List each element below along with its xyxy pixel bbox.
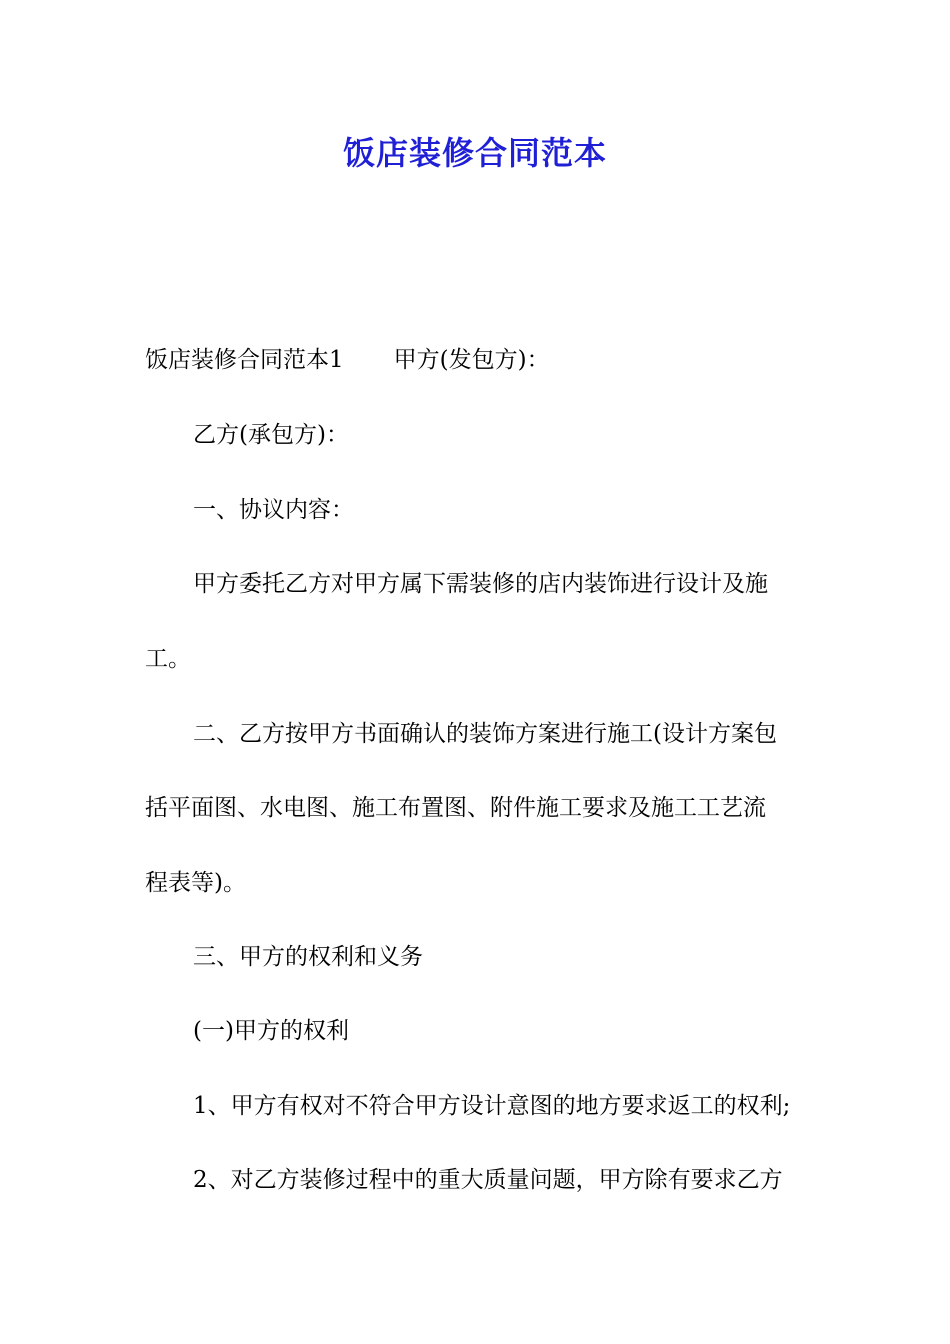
section-heading-1: 一、协议内容： xyxy=(193,497,354,523)
paragraph-line: 甲方委托乙方对甲方属下需装修的店内装饰进行设计及施 xyxy=(193,571,768,597)
paragraph-line: 程表等)。 xyxy=(145,870,246,896)
subsection-heading: (一)甲方的权利 xyxy=(193,1018,349,1044)
section-heading-3: 三、甲方的权利和义务 xyxy=(193,944,423,970)
paragraph-line: 二、乙方按甲方书面确认的装饰方案进行施工(设计方案包 xyxy=(193,721,777,747)
list-item: 1、甲方有权对不符合甲方设计意图的地方要求返工的权利; xyxy=(193,1093,791,1119)
party-a-label: 甲方(发包方)： xyxy=(393,347,550,373)
paragraph-line: 工。 xyxy=(145,646,191,672)
paragraph-heading-line xyxy=(145,342,825,378)
list-item: 2、对乙方装修过程中的重大质量问题，甲方除有要求乙方 xyxy=(193,1167,783,1193)
party-b-label: 乙方(承包方)： xyxy=(193,422,349,448)
paragraph-line: 括平面图、水电图、施工布置图、附件施工要求及施工工艺流 xyxy=(145,795,766,821)
contract-subtitle: 饭店装修合同范本1 xyxy=(145,347,344,373)
document-title: 饭店装修合同范本 xyxy=(342,134,607,172)
